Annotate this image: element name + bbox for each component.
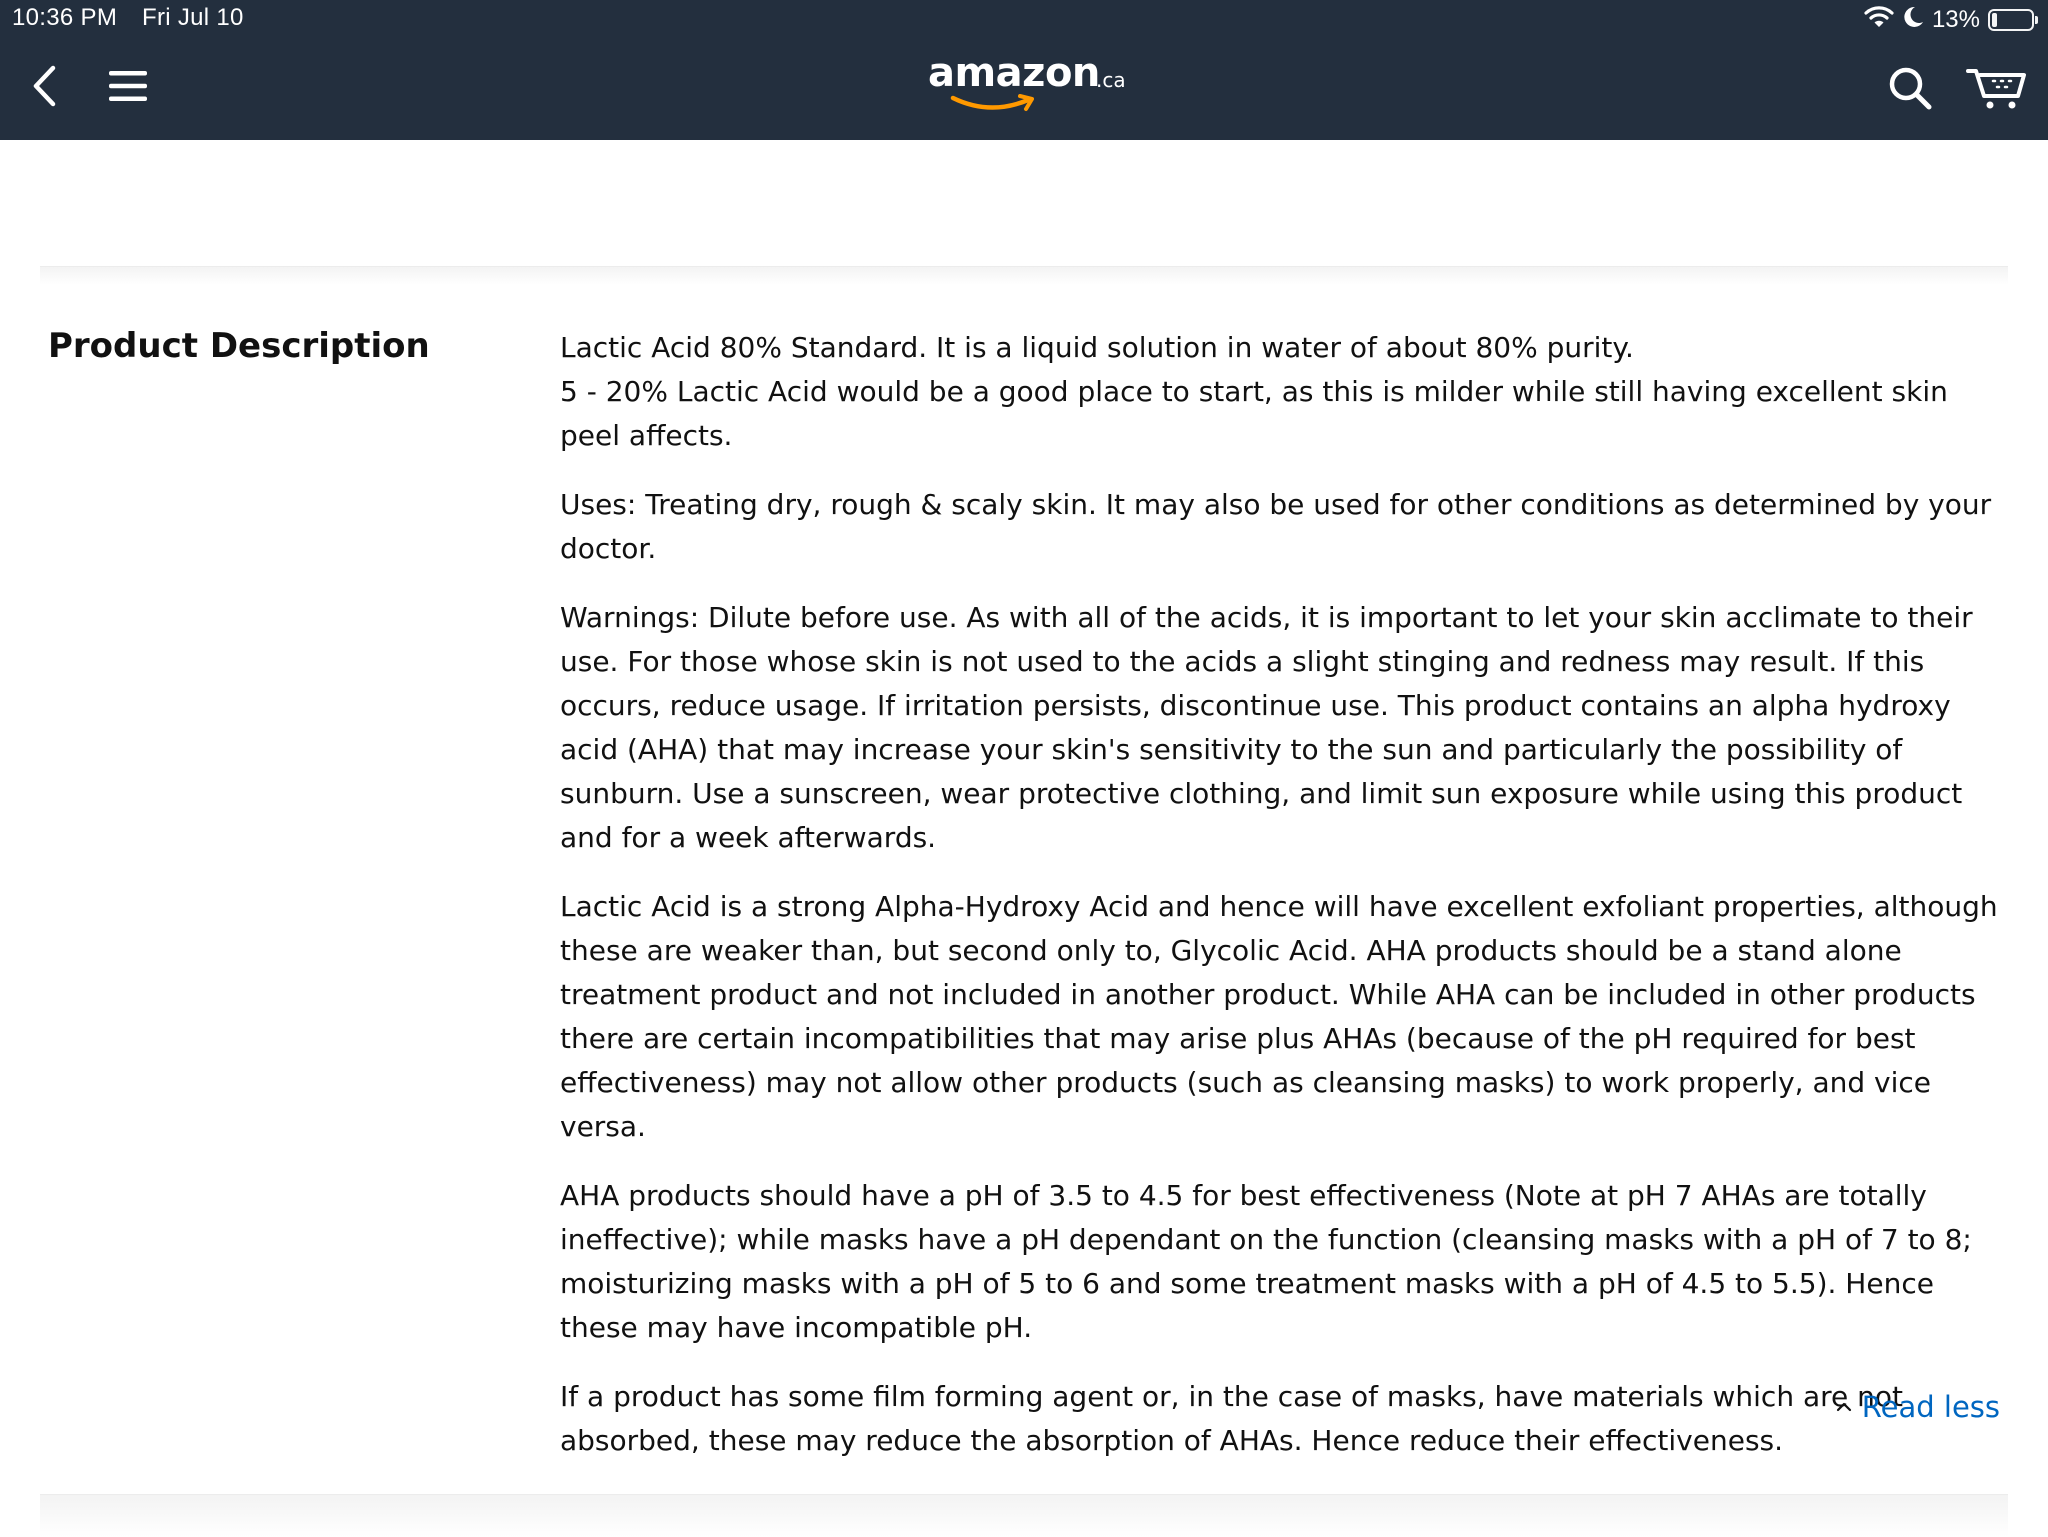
search-icon [1888, 66, 1932, 110]
section-title: Product Description [48, 326, 430, 366]
hamburger-menu-icon [108, 69, 148, 103]
top-navigation-bar [0, 0, 2048, 140]
description-paragraph [560, 1375, 2010, 1463]
read-less-label: Read less [1861, 1390, 2000, 1424]
wifi-icon [1864, 5, 1894, 36]
description-paragraph [560, 1174, 2010, 1350]
cart-button[interactable] [1960, 58, 2034, 118]
menu-button[interactable] [104, 62, 152, 110]
chevron-up-icon [1836, 1401, 1852, 1413]
description-line: Warnings: Dilute before use. As with all of the acids, it is important to let your skin acclimate to their use. For those whose skin is not used to the acids a slight stinging and redness may result. If this occurs, reduce usage. If irritation persists, discontinue use. This product contains an alpha hydroxy acid (AHA) that may increase your skin's sensitivity to the sun and particularly the possibility of sunburn. Use a sunscreen, wear protective clothing, and limit sun exposure while using this product and for a week afterwards. [560, 601, 1973, 854]
battery-level [1992, 13, 1997, 27]
moon-icon [1902, 5, 1924, 36]
logo-smile-icon [950, 94, 1040, 116]
back-button[interactable] [24, 62, 64, 110]
cart-icon [1966, 66, 2028, 110]
description-line: Lactic Acid is a strong Alpha-Hydroxy Acid and hence will have excellent exfoliant properties, although these are weaker than, but second only to, Glycolic Acid. AHA products should be a stand alone treatment product and not included in another product. While AHA can be included in other products there are certain incompatibilities that may arise plus AHAs (because of the pH required for best effectiveness) may not allow other products (such as cleansing masks) to work properly, and vice versa. [560, 890, 1998, 1143]
description-line: 5 - 20% Lactic Acid would be a good place to start, as this is milder while still having excellent skin peel affects. [560, 375, 1948, 452]
battery-icon [1988, 9, 2034, 31]
section-divider [40, 1494, 2008, 1537]
description-paragraph [560, 596, 2010, 860]
search-button[interactable] [1880, 58, 1940, 118]
status-date: Fri Jul 10 [142, 4, 244, 31]
battery-percent: 13% [1931, 6, 1980, 33]
description-paragraph [560, 326, 2010, 458]
read-less-link[interactable] [1836, 1390, 2000, 1424]
description-paragraph [560, 885, 2010, 1149]
logo-wordmark: amazon [928, 50, 1100, 96]
status-time: 10:36 PM [12, 4, 118, 31]
product-description-body [560, 326, 2010, 1488]
description-line: If a product has some film forming agent or, in the case of masks, have materials which are not absorbed, these may reduce the absorption of AHAs. Hence reduce their effectiveness. [560, 1380, 1904, 1457]
status-indicators [1864, 4, 2034, 36]
description-line: Lactic Acid 80% Standard. It is a liquid solution in water of about 80% purity. [560, 331, 1634, 364]
section-divider [40, 266, 2008, 285]
description-line: Uses: Treating dry, rough & scaly skin. It may also be used for other conditions as determined by your doctor. [560, 488, 1992, 565]
description-paragraph [560, 483, 2010, 571]
back-chevron-icon [31, 65, 57, 107]
description-line: AHA products should have a pH of 3.5 to 4.5 for best effectiveness (Note at pH 7 AHAs are totally ineffective); while masks have a pH dependant on the function (cleansing masks with a pH of 7 to 8; moisturizing masks with a pH of 5 to 6 and some treatment masks with a pH of 4.5 to 5.5). Hence these may have incompatible pH. [560, 1179, 1972, 1344]
amazon-logo[interactable] [928, 50, 1128, 120]
logo-suffix: .ca [1096, 68, 1126, 92]
